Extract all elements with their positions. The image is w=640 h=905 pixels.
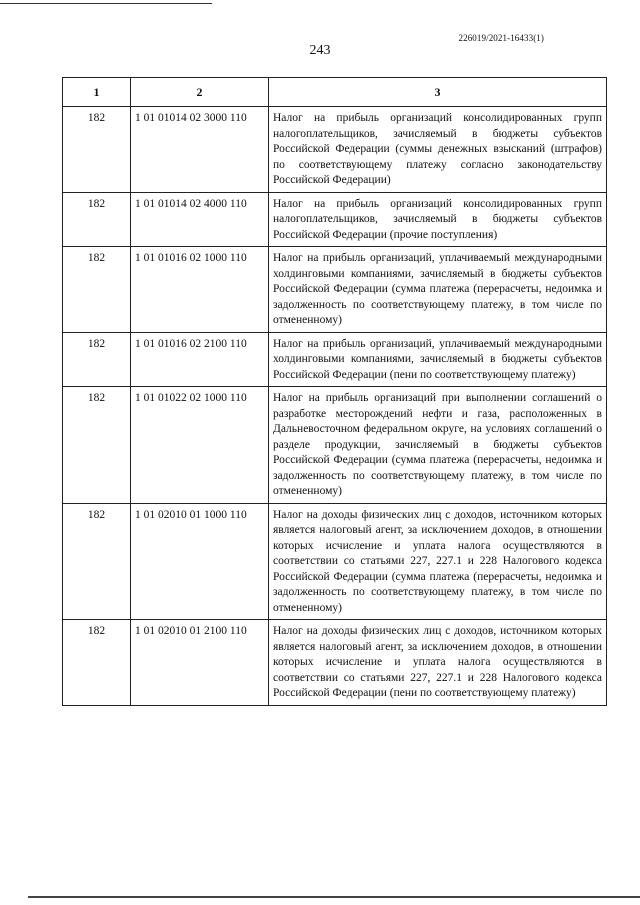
admin-code-cell: 182 xyxy=(63,107,131,193)
kbk-cell: 1 01 01014 02 3000 110 xyxy=(131,107,269,193)
document-id: 226019/2021-16433(1) xyxy=(458,33,544,43)
column-header-admin-code: 1 xyxy=(63,78,131,107)
description-cell: Налог на прибыль организаций консолидированных групп налогоплательщиков, зачисляемый в бюджеты субъектов Российской Федерации (суммы денежных взысканий (штрафов) по соответствующему платежу согласно законодательству Российской Федерации) xyxy=(269,107,607,193)
table-row xyxy=(63,387,607,504)
column-header-description: 3 xyxy=(269,78,607,107)
column-header-kbk: 2 xyxy=(131,78,269,107)
admin-code-cell: 182 xyxy=(63,503,131,620)
budget-codes-table xyxy=(62,77,607,706)
top-rule xyxy=(0,3,212,4)
bottom-rule xyxy=(28,896,640,898)
table-row xyxy=(63,247,607,333)
admin-code-cell: 182 xyxy=(63,332,131,387)
admin-code-cell: 182 xyxy=(63,620,131,706)
description-cell: Налог на доходы физических лиц с доходов, источником которых является налоговый агент, за исключением доходов, в отношении которых исчисление и уплата налога осуществляются в соответствии со статьями 227, 227.1 и 228 Налогового кодекса Российской Федерации (сумма платежа (перерасчеты, недоимка и задолженность по соответствующему платежу, в том числе по отмененному) xyxy=(269,503,607,620)
description-cell: Налог на прибыль организаций консолидированных групп налогоплательщиков, зачисляемый в бюджеты субъектов Российской Федерации (прочие поступления) xyxy=(269,192,607,247)
table-row xyxy=(63,620,607,706)
table-row xyxy=(63,332,607,387)
table-row xyxy=(63,503,607,620)
admin-code-cell: 182 xyxy=(63,192,131,247)
description-cell: Налог на прибыль организаций, уплачиваемый международными холдинговыми компаниями, зачисляемый в бюджеты субъектов Российской Федерации (сумма платежа (перерасчеты, недоимка и задолженность по соответствующему платежу, в том числе по отмененному) xyxy=(269,247,607,333)
kbk-cell: 1 01 01022 02 1000 110 xyxy=(131,387,269,504)
kbk-cell: 1 01 02010 01 2100 110 xyxy=(131,620,269,706)
description-cell: Налог на прибыль организаций, уплачиваемый международными холдинговыми компаниями, зачисляемый в бюджеты субъектов Российской Федерации (пени по соответствующему платежу) xyxy=(269,332,607,387)
page-number: 243 xyxy=(309,43,331,58)
kbk-cell: 1 01 01016 02 1000 110 xyxy=(131,247,269,333)
admin-code-cell: 182 xyxy=(63,247,131,333)
description-cell: Налог на доходы физических лиц с доходов, источником которых является налоговый агент, за исключением доходов, в отношении которых исчисление и уплата налога осуществляются в соответствии со статьями 227, 227.1 и 228 Налогового кодекса Российской Федерации (пени по соответствующему платежу) xyxy=(269,620,607,706)
table-header-row xyxy=(63,78,607,107)
kbk-cell: 1 01 01014 02 4000 110 xyxy=(131,192,269,247)
description-cell: Налог на прибыль организаций при выполнении соглашений о разработке месторождений нефти и газа, расположенных в Дальневосточном федеральном округе, на условиях соглашений о разделе продукции, зачисляемый в бюджеты субъектов Российской Федерации (сумма платежа (перерасчеты, недоимка и задолженность по соответствующему платежу, в том числе по отмененному) xyxy=(269,387,607,504)
table-row xyxy=(63,192,607,247)
admin-code-cell: 182 xyxy=(63,387,131,504)
kbk-cell: 1 01 02010 01 1000 110 xyxy=(131,503,269,620)
table-row xyxy=(63,107,607,193)
kbk-cell: 1 01 01016 02 2100 110 xyxy=(131,332,269,387)
